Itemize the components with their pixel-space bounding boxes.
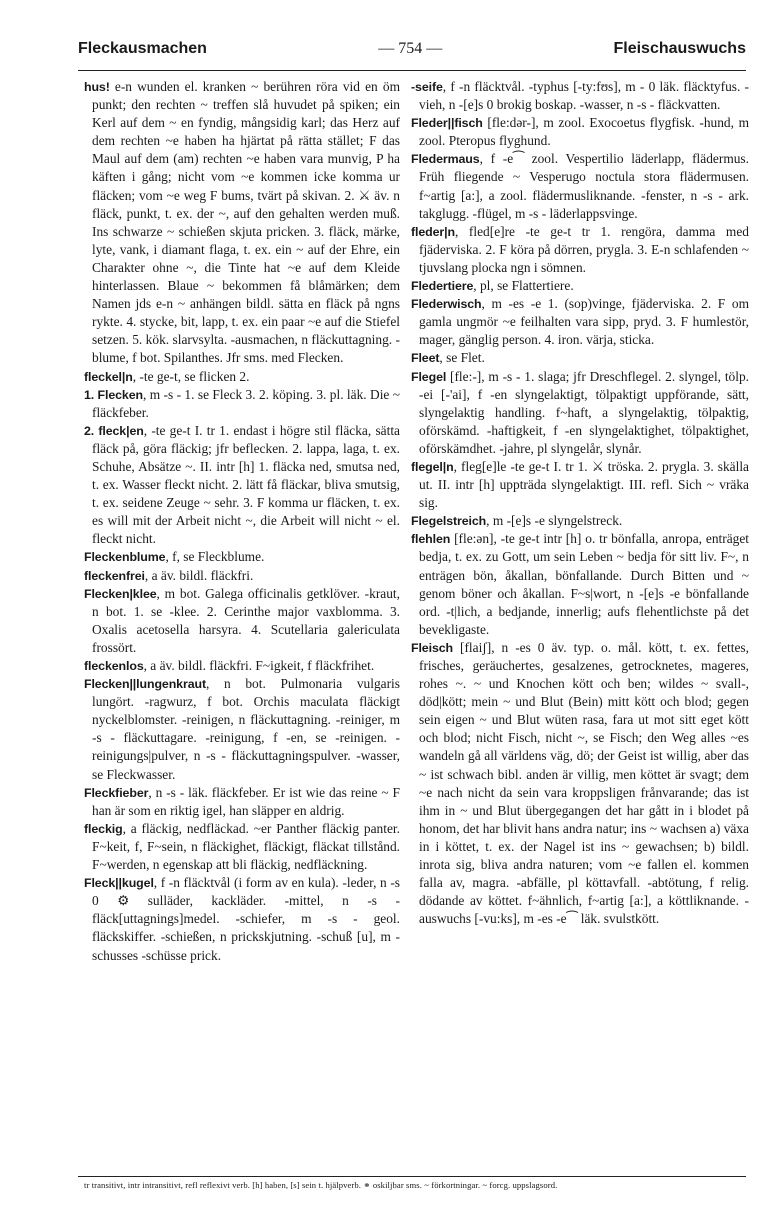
headword: Fleckfieber [84, 785, 149, 800]
entry: Flecken|klee, m bot. Galega officinalis getklöver. -kraut, n bot. 1. se -klee. 2. Cerinthe major vaxblomma. 3. Oxalis acetosella harsyra. 4. Scutellaria galericulata frossört. [84, 585, 400, 655]
entry: fleckig, a fläckig, nedfläckad. ~er Panther fläckig panter. F~keit, f, F~sein, n fläckighet, fläckigt, fläckat tillstånd. F~werden, n egenskap att bli fläckig, nedfläckning. [84, 820, 400, 873]
headword: Flecken||lungenkraut [84, 677, 206, 692]
entry: Fleckenblume, f, se Fleckblume. [84, 549, 265, 565]
headword: Flegelstreich [411, 514, 487, 529]
entry: Flegel [fle:-], m -s - 1. slaga; jfr Dreschflegel. 2. slyngel, tölp. -ei [-'ai], f -en slyngelaktigt, tölpaktigt uppförande, sätt, slyngelaktig handling. f~haft, a slyngelaktig, tölpaktig, oförskämd. -haftigkeit, f -en slyngelaktighet, tölpaktighet, oförskämdhet. -jahre, pl slyngelår, slynår. [411, 368, 749, 456]
headword: fleckel|n [84, 369, 133, 384]
headword: Fleet [411, 351, 440, 366]
headword: Flecken|klee [84, 586, 157, 601]
right-column [411, 78, 749, 928]
header-left-guideword: Fleckausmachen [78, 40, 207, 57]
entry: fleckenfrei, a äv. bildl. fläckfri. [84, 567, 254, 583]
entry: flegel|n, fleg[e]le -te ge-t I. tr 1. ⚔ tröska. 2. prygla. 3. skälla ut. II. intr [h] uppträda slyngelaktigt. III. refl. Sich ~ vräka sig. [411, 458, 749, 511]
entry: fleckel|n, -te ge-t, se flicken 2. [84, 368, 250, 384]
entry: -seife, f -n fläcktvål. -typhus [-ty:fʊs], m - 0 läk. fläcktyfus. -vieh, n -[e]s 0 brokig boskap. -wasser, n -s - fläckvatten. [411, 79, 749, 113]
headword: Fleckenblume [84, 550, 166, 565]
headword: -seife [411, 80, 443, 94]
entry: fleckenlos, a äv. bildl. fläckfri. F~igkeit, f fläckfrihet. [84, 658, 375, 673]
entry: Flederwisch, m -es -e 1. (sop)vinge, fjäderviska. 2. F om gamla ungmör ~e feilhalten vara sipp, pryd. 3. F humlestör, mager, gänglig person. 4. iron. värja, sticka. [411, 296, 749, 348]
headword: Flederwisch [411, 297, 482, 312]
headword: fleder|n [411, 224, 455, 239]
abbreviation-key: tr transitivt, intr intransitivt, refl reflexivt verb. [h] haben, [s] sein t. hjälpverb. ⚭ oskiljbar sms. ~ förkortningar. ~ forcg. uppslagsord. [84, 1180, 558, 1190]
headword: fleckenlos [84, 659, 144, 673]
entry: Flecken||lungenkraut, n bot. Pulmonaria vulgaris lungört. -ragwurz, f bot. Orchis maculata fläckigt nyckelblomster. -reinigen, n fläckuttagning. -reiniger, m -s - fläckuttagare. -reinigung, f -en, se -reinigen. -reinigungs|pulver, n -s - fläckuttagningspulver. -wasser, se Fleckwasser. [84, 676, 400, 782]
header-right-guideword: Fleischauswuchs [613, 40, 746, 57]
page-header [78, 40, 746, 66]
entry: 1. Flecken, m -s - 1. se Fleck 3. 2. köping. 3. pl. läk. Die ~ fläckfeber. [84, 386, 400, 420]
headword: fleckig [84, 821, 123, 836]
headword: flehlen [411, 532, 451, 547]
headword: hus! [84, 80, 110, 94]
headword: Fleck||kugel [84, 876, 154, 891]
headword: flegel|n [411, 459, 454, 474]
entry: fleder|n, fled[e]re -te ge-t tr 1. rengöra, damma med fjäderviska. 2. F köra på dörren, prygla. 3. E-n schlafenden ~ tjuvslang plocka ngn i sömnen. [411, 223, 749, 275]
entry: Flegelstreich, m -[e]s -e slyngelstreck. [411, 513, 623, 529]
headword: Fleder||fisch [411, 116, 483, 131]
headword: 2. fleck|en [84, 423, 144, 438]
entry: Fleck||kugel, f -n fläcktvål (i form av en kula). -leder, n -s 0 ⚙ sulläder, kackläder. -mittel, n -s - fläck[uttagnings]medel. -schiefer, m -s - geol. fläckskiffer. -schießen, n prickskjutning. -schuß [u], m -schusses -schüsse prick. [84, 875, 400, 963]
left-column [84, 78, 400, 965]
headword: fleckenfrei [84, 568, 145, 583]
headword: Fledertiere [411, 279, 474, 294]
entry: Fleisch [flaiʃ], n -es 0 äv. typ. o. mål. kött, t. ex. fettes, frisches, geräuchertes, gesalzenes, getrocknetes, mageres, rohes ~. ~ und Knochen kött och ben; wildes ~ svall-, död|kött; mein ~ und Blut (Bein) mitt kött och blod; gegen sein eigen ~ und Blut wüten rasa, fara ut mot sitt eget kött och blod; nicht Fisch, nicht ~, se Fisch; den Weg alles ~es wandeln gå all världens väg, dö; der Geist ist willig, aber das ~ ist schwach bibl. anden är villig, men köttet är svagt; dem ~e nach nicht da sein vara kroppsligen frånvarande; das ist ihm in ~ und Blut übergegangen det har gått in i blodet på honom, det har blivit hans andra natur; ins ~ wachsen a) växa in i köttet, t. ex. der Nagel ist ins ~ gewachsen; b) bildl. inrota sig, bliva andra naturen; vom ~e fallen el. kommen falla av, magra. -abfälle, pl köttavfall. -abtötung, f relig. dödande av köttet. f~ähnlich, f~artig [a:], a köttliknande. -auswuchs [-vu:ks], m -es -e⁀ läk. svulstkött. [411, 639, 749, 927]
entry: Fledertiere, pl, se Flattertiere. [411, 278, 574, 294]
headword: Fledermaus [411, 152, 480, 167]
entry: Fleder||fisch [fle:dər-], m zool. Exocoetus flygfisk. -hund, m zool. Pteropus flyghund. [411, 115, 749, 149]
entry: 2. fleck|en, -te ge-t I. tr 1. endast i högre stil fläcka, sätta fläck på, göra fläckig; jfr beflecken. 2. lappa, laga, t. ex. Schuhe, Absätze ~. II. intr [h] 1. fläcka ned, smutsa ned, t. ex. Wasser fleckt nicht. 2. lätt få fläckar, bliva smutsig, t. ex. seidene Zeuge ~ sehr. 3. F komma ur fläcken, t. ex. es will mit der Arbeit nicht ~, die Arbeit will nicht ~ el. fleckt nicht. [84, 422, 400, 547]
footer-rule [78, 1176, 746, 1177]
headword: Fleisch [411, 640, 453, 655]
entry: hus! e-n wunden el. kranken ~ berühren röra vid en öm punkt; den rechten ~ treffen slå huvudet på spiken; ein Kerl auf dem ~ en fyndig, mångsidig karl; das Herz auf dem rechten ~e haben ha hjärtat på rätta stället; F das Maul auf dem (am) rechten ~e haben vara munvig, P ha käften i gång; nicht vom ~e kommen icke komma ur fläcken; vom ~e weg F bums, tvärt på skivan. 2. ⚔ äv. n fläck, punkt, t. ex. der ~, auf den gehalten werden muß. Ins schwarze ~ schießen skjuta pricken. 3. fläck, märke, lyte, vank, i diamant flaga, t. ex. ein ~ auf der Ehre, ein Charakter ohne ~, die Tinte hat ~e auf dem Kleide hinterlassen. Blaue ~ bekommen få blåmärken; dem Namen jds e-n ~ anhängen bildl. sätta en fläck på ngns rykte. 4. stycke, bit, lapp, t. ex. ein paar ~e auf die Stiefel setzen. 5. kök. slarvsylta. -ausmachen, n fläckuttagning. -blume, f bot. Spilanthes. Jfr sms. med Flecken. [84, 79, 400, 366]
headword: 1. Flecken [84, 387, 143, 402]
page-number: — 754 — [378, 40, 443, 57]
entry: flehlen [fle:ən], -te ge-t intr [h] o. tr bönfalla, anropa, enträget bedja, t. ex. zu Gott, um sein Leben ~ bedja för sitt liv. F~, n enträgen bön, åkallan, bönfallande. Durch Bitten und ~ genom böner och åkallan. F~s|wort, n -[e]s -e bönfallande ord. -t|lich, a bedjande, innerlig; aufs flehentlichste på det bevekligaste. [411, 531, 749, 637]
entry: Fleckfieber, n -s - läk. fläckfeber. Er ist wie das reine ~ F han är som en riktig igel, han släpper en aldrig. [84, 784, 400, 818]
headword: Flegel [411, 369, 447, 384]
entry: Fledermaus, f -e⁀ zool. Vespertilio läderlapp, flädermus. Früh fliegende ~ Vesperugo noctula stora flädermusen. f~artig [a:], a zool. flädermusliknande. -fenster, n -s - ark. takglugg. -flügel, m -s - läderlappsvinge. [411, 151, 749, 221]
entry: Fleet, se Flet. [411, 350, 485, 366]
header-rule [78, 70, 746, 71]
